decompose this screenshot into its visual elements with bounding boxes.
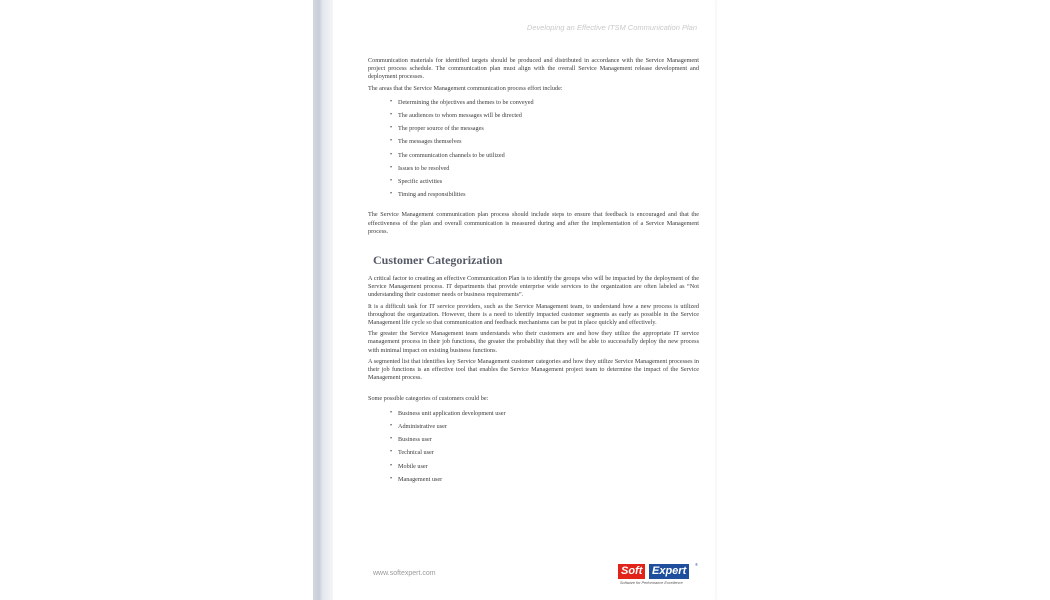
section-paragraph-3: The greater the Service Management team understands who their customers are and how they utilize the appropriate IT service management process in their job functions, the greater the probability that they will be able to successfully deploy the new process with minimal impact on existing business functions. [368, 330, 699, 354]
list-item: • The audiences to whom messages will be directed [398, 109, 699, 122]
bullet-icon: • [390, 164, 393, 171]
softexpert-logo [616, 562, 700, 588]
list-item: • Issues to be resolved [398, 162, 699, 175]
bullet-icon: • [390, 422, 393, 429]
intro-paragraph-3: The Service Management communication plan process should include steps to ensure that feedback is encouraged and that the effectiveness of the plan and overall communication is measured during and after the implementation of a Service Management process. [368, 211, 699, 235]
categories-intro: Some possible categories of customers could be: [368, 395, 489, 403]
list-item: • Business unit application development user [398, 407, 699, 420]
list-item: • The messages themselves [398, 135, 699, 148]
viewer-background-left [0, 0, 313, 600]
bullet-icon: • [390, 98, 393, 105]
bullet-icon: • [390, 112, 393, 119]
list-item: • Technical user [398, 446, 699, 459]
customer-categories-list [368, 407, 699, 486]
section-paragraph-2: It is a difficult task for IT service providers, such as the Service Management team, to understand how a new process is utilized throughout the organization. However, there is a need to identify impacted customer segments as early as possible in the Service Management life cycle so that communication and feedback mechanisms can be put in place quickly and effectively. [368, 302, 699, 327]
bullet-icon: • [390, 125, 393, 132]
effort-areas-list [368, 96, 699, 202]
intro-paragraph-2: The areas that the Service Management communication process effort include: [368, 84, 563, 92]
intro-paragraph-1: Communication materials for identified targets should be produced and distributed in accordance with the Service Management project process schedule. The communication plan must align with the overall Service Management release development and deployment processes. [368, 57, 699, 81]
bullet-icon: • [390, 138, 393, 145]
list-item: • The proper source of the messages [398, 122, 699, 135]
list-item: • Mobile user [398, 460, 699, 473]
list-item: • Administrative user [398, 420, 699, 433]
bullet-icon: • [390, 436, 393, 443]
list-item: • Management user [398, 473, 699, 486]
list-item: • Business user [398, 433, 699, 446]
page-content [368, 57, 699, 486]
page-gutter-strip [313, 0, 333, 600]
spacer [368, 239, 699, 253]
running-header: Developing an Effective ITSM Communication Plan [526, 23, 697, 32]
spacer [368, 201, 699, 211]
document-page [333, 0, 715, 600]
bullet-icon: • [390, 449, 393, 456]
registered-mark-icon: ® [695, 562, 698, 567]
section-paragraph-1: A critical factor to creating an effective Communication Plan is to identify the groups who will be impacted by the deployment of the Service Management process. IT departments that provide enterprise wide services to the organization are often labeled as “Not understanding their customer needs or business requirements”. [368, 275, 699, 299]
list-item: • Determining the objectives and themes to be conveyed [398, 96, 699, 109]
list-item: • Timing and responsibilities [398, 188, 699, 201]
viewer-background-right [716, 0, 1050, 600]
section-heading: Customer Categorization [373, 253, 503, 268]
bullet-icon: • [390, 151, 393, 158]
bullet-icon: • [390, 409, 393, 416]
bullet-icon: • [390, 475, 393, 482]
bullet-icon: • [390, 191, 393, 198]
logo-tagline: Software for Performance Excellence [620, 581, 683, 585]
section-paragraph-4: A segmented list that identifies key Service Management customer categories and how they utilize Service Management processes in their job functions is an effective tool that enables the Service Management project team to determine the impact of the Service Management process. [368, 357, 699, 382]
list-item: • Specific activities [398, 175, 699, 188]
list-item: • The communication channels to be utilized [398, 149, 699, 162]
footer-website-link[interactable]: www.softexpert.com [373, 570, 436, 577]
logo-soft-text: Soft [618, 564, 645, 579]
logo-expert-text: Expert [649, 564, 689, 579]
spacer [368, 385, 699, 395]
bullet-icon: • [390, 462, 393, 469]
bullet-icon: • [390, 178, 393, 185]
